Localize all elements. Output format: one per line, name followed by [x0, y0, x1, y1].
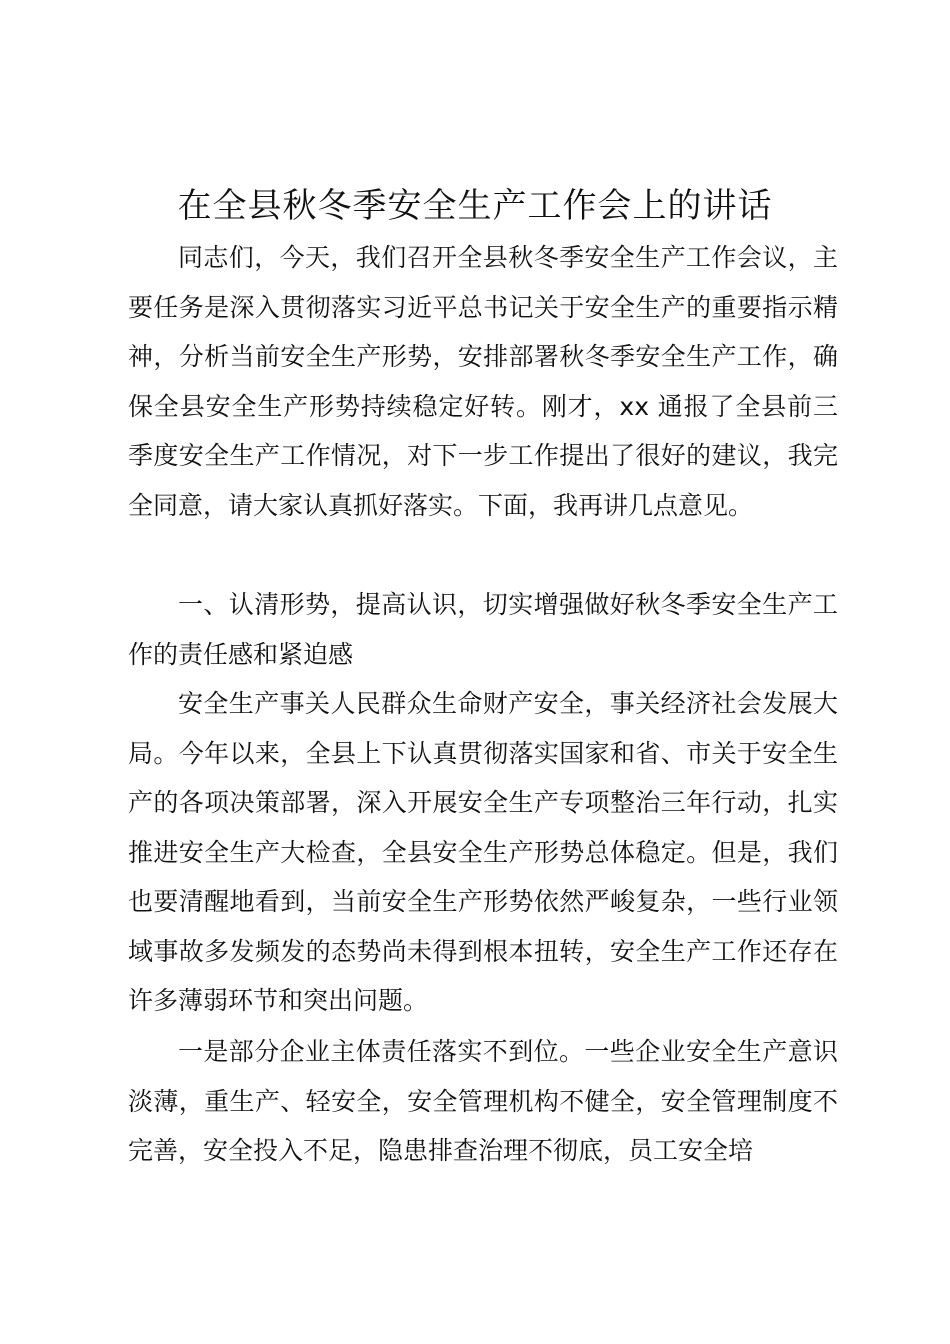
opening-paragraph: 同志们，今天，我们召开全县秋冬季安全生产工作会议，主要任务是深入贯彻落实习近平总书记关于安全生产的重要指示精神，分析当前安全生产形势，安排部署秋冬季安全生产工作，确保全县安全生产形势持续稳定好转。刚才，xx 通报了全县前三季度安全生产工作情况，对下一步工作提出了很好的建议，我完全同意，请大家认真抓好落实。下面，我再讲几点意见。 — [128, 243, 838, 520]
situation-paragraph: 安全生产事关人民群众生命财产安全，事关经济社会发展大局。今年以来，全县上下认真贯彻落实国家和省、市关于安全生产的各项决策部署，深入开展安全生产专项整治三年行动，扎实推进安全生产大检查，全县安全生产形势总体稳定。但是，我们也要清醒地看到，当前安全生产形势依然严峻复杂，一些行业领域事故多发频发的态势尚未得到根本扭转，安全生产工作还存在许多薄弱环节和突出问题。 — [128, 689, 838, 1015]
document-title: 在全县秋冬季安全生产工作会上的讲话 — [177, 186, 773, 226]
problem-paragraph-1: 一是部分企业主体责任落实不到位。一些企业安全生产意识淡薄，重生产、轻安全，安全管理机构不健全，安全管理制度不完善，安全投入不足，隐患排查治理不彻底，员工安全培 — [128, 1037, 838, 1165]
section-heading-1: 一、认清形势，提高认识，切实增强做好秋冬季安全生产工作的责任感和紧迫感 — [128, 590, 838, 669]
